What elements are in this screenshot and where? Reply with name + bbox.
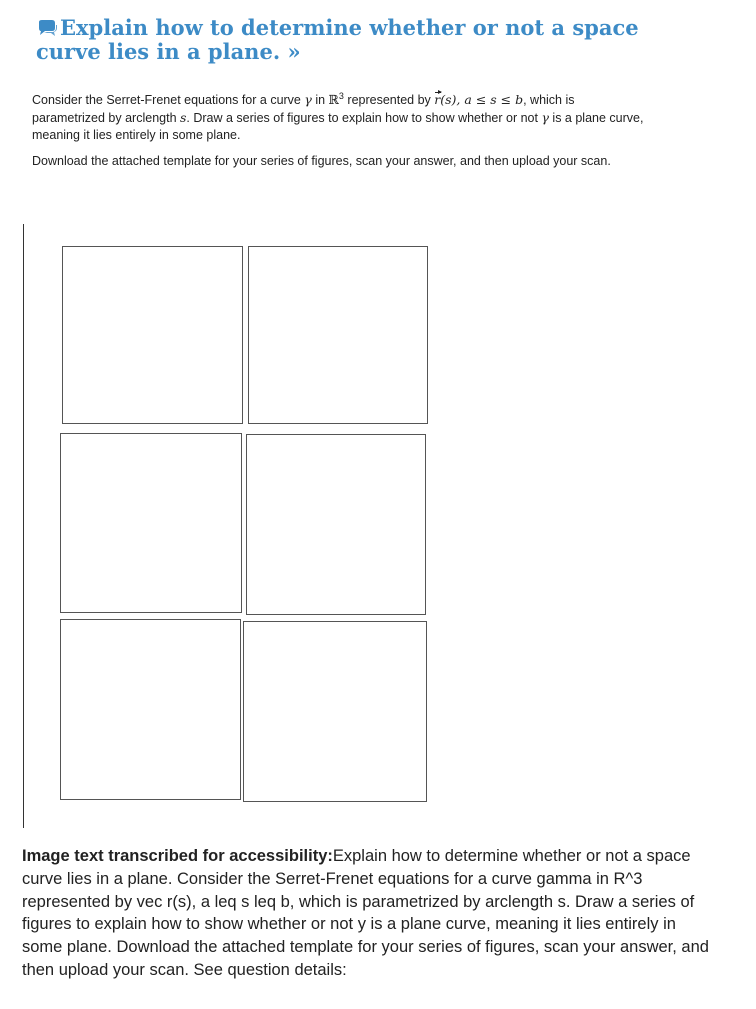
template-figure-box (62, 246, 243, 424)
transcript-body: Explain how to determine whether or not a space curve lies in a plane. Consider the Serret-Frenet equations for a curve gamma in R^3 represented by vec r(s), a leq s leq b, which is parametrized by arclength s. Draw a series of figures to explain how to show whether or not y is a plane curve, meaning it lies entirely in some plane. Download the attached template for your series of figures, scan your answer, and then upload your scan. See question details: (22, 847, 709, 979)
template-figure-box (60, 433, 242, 613)
math-reals-exponent: 3 (338, 91, 344, 101)
math-gamma-2: γ (541, 110, 549, 125)
template-figure-box (60, 619, 241, 800)
body-text-3: represented by (343, 93, 435, 107)
body-text-1: Consider the Serret-Frenet equations for a curve (32, 93, 305, 107)
math-reals: ℝ (328, 92, 339, 107)
template-figure-box (243, 621, 427, 802)
math-vector-r: r (434, 92, 441, 107)
accessibility-transcript (22, 845, 712, 982)
math-gamma: γ (304, 92, 312, 107)
question-title (36, 16, 676, 64)
template-left-border (23, 224, 24, 828)
question-body-paragraph (32, 88, 650, 144)
math-s: s (180, 110, 187, 125)
question-title-link[interactable] (36, 15, 639, 64)
transcript-label: Image text transcribed for accessibility: (22, 847, 333, 865)
speech-bubble-icon (36, 19, 58, 37)
body-text-5: . Draw a series of figures to explain how to show whether or not (186, 111, 542, 125)
body-text-6: is a plane curve, meaning it lies entirely in some plane. (32, 111, 644, 142)
body-text-4: , which is parametrized by arclength (32, 93, 575, 125)
math-bounds: a ≤ s ≤ b (464, 92, 524, 107)
body-text-2: in (311, 93, 329, 107)
math-vector-args: (s), (440, 92, 465, 107)
template-figure-box (246, 434, 426, 615)
question-title-arrow: » (287, 39, 301, 64)
download-instructions: Download the attached template for your series of figures, scan your answer, and then upload your scan. (32, 154, 611, 168)
question-title-text: Explain how to determine whether or not a space curve lies in a plane. (36, 15, 639, 64)
template-figure-box (248, 246, 428, 424)
